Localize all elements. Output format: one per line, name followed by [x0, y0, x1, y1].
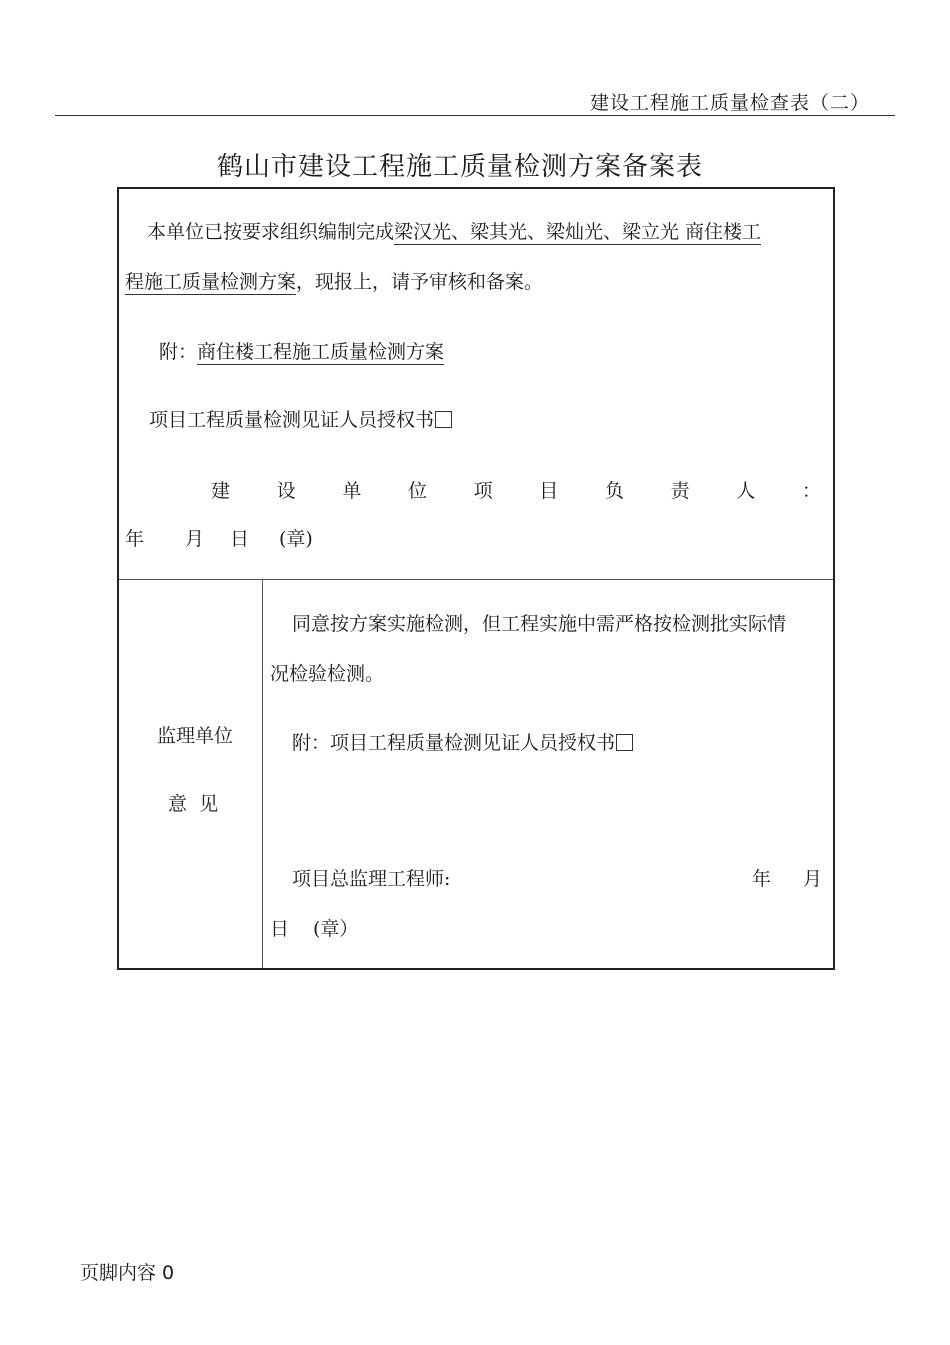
signature-char: 位 — [407, 480, 427, 502]
page-header-text: 建设工程施工质量检查表（二） — [589, 92, 870, 114]
construction-date-year: 年 — [125, 528, 145, 550]
supervision-label-cell — [119, 580, 263, 968]
supervision-attachment-text: 附：项目工程质量检测见证人员授权书 — [292, 732, 616, 754]
supervision-attachment-line — [292, 728, 633, 755]
construction-seal: (章) — [279, 528, 313, 550]
authorization-text: 项目工程质量检测见证人员授权书 — [149, 409, 435, 431]
supervision-label-line-1: 监理单位 — [157, 725, 234, 747]
attachment-plan-name: 商住楼工程施工质量检测方案 — [197, 341, 445, 363]
authorization-line — [149, 405, 452, 432]
opinion-line-1: 同意按方案实施检测，但工程实施中需严格按检测批实际情 — [292, 613, 787, 635]
signature-char: 目 — [539, 480, 559, 502]
signature-char: ： — [801, 480, 821, 502]
signature-char: 项 — [473, 480, 493, 502]
supervision-date-year: 年 — [752, 868, 772, 890]
supervision-label-line-2: 意 见 — [168, 793, 219, 815]
owner-names-underlined: 梁汉光、梁其光、梁灿光、梁立光 商住楼工 — [394, 221, 762, 243]
signature-char: 人 — [736, 480, 756, 502]
opinion-line-2: 况检验检测。 — [270, 663, 385, 685]
submission-statement-line-2 — [125, 267, 543, 294]
document-title: 鹤山市建设工程施工质量检测方案备案表 — [216, 152, 703, 182]
supervision-seal: (章） — [313, 918, 359, 940]
project-leader-signature-line — [211, 476, 821, 503]
submission-statement-line-1 — [147, 217, 761, 244]
filing-form-table — [117, 187, 835, 970]
attachment-prefix: 附： — [159, 341, 198, 363]
submission-suffix: ，现报上，请予审核和备案。 — [296, 271, 544, 293]
submission-prefix: 本单位已按要求组织编制完成 — [147, 221, 395, 243]
construction-date-month: 月 — [185, 528, 205, 550]
signature-char: 责 — [670, 480, 690, 502]
supervision-unit-section — [119, 580, 833, 968]
supervision-opinion-cell — [263, 580, 833, 968]
construction-unit-section — [119, 189, 833, 580]
authorization-checkbox[interactable] — [435, 411, 452, 428]
supervision-authorization-checkbox[interactable] — [616, 734, 633, 751]
plan-name-underlined: 程施工质量检测方案 — [125, 271, 297, 293]
signature-char: 建 — [211, 480, 231, 502]
header-divider — [55, 115, 895, 116]
signature-char: 单 — [342, 480, 362, 502]
page-footer-text: 页脚内容 0 — [80, 1262, 175, 1284]
signature-char: 设 — [276, 480, 296, 502]
signature-char: 负 — [604, 480, 624, 502]
construction-date-day: 日 — [230, 528, 250, 550]
supervision-date-day: 日 — [270, 918, 290, 940]
attachment-line — [159, 337, 444, 364]
supervision-date-month: 月 — [803, 868, 823, 890]
chief-engineer-label: 项目总监理工程师: — [292, 868, 451, 890]
